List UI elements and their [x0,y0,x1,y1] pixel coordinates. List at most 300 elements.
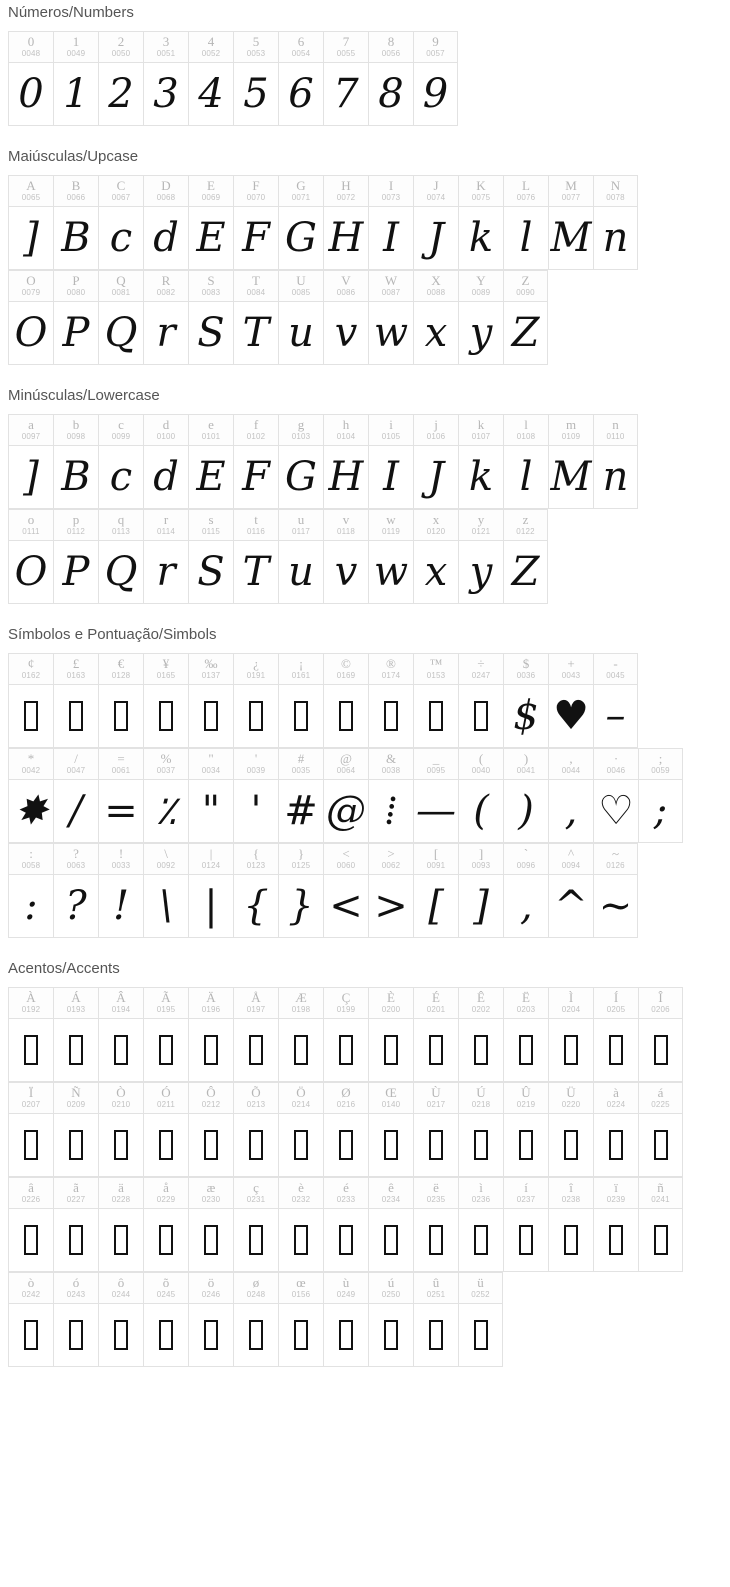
glyph-char-label: 0 [27,34,35,49]
glyph-cell[interactable] [143,843,188,938]
glyph-cell[interactable] [593,414,638,509]
glyph-cell[interactable] [413,1177,458,1272]
glyph-cell[interactable] [593,748,638,843]
glyph-cell[interactable] [8,1082,53,1177]
glyph-cell-header [189,749,233,780]
glyph-cell[interactable] [53,1272,98,1367]
glyph-cell[interactable] [8,509,53,604]
glyph-cell[interactable] [413,270,458,365]
glyph-cell[interactable] [458,509,503,604]
glyph-cell[interactable] [593,653,638,748]
glyph-cell[interactable] [503,843,548,938]
glyph-cell[interactable] [458,1272,503,1367]
missing-glyph-icon [294,1225,308,1255]
glyph-cell[interactable] [53,1177,98,1272]
glyph-cell[interactable] [53,1082,98,1177]
glyph-cell[interactable] [233,1082,278,1177]
glyph-code-label: 0236 [471,1195,491,1204]
glyph-code-label: 0128 [111,671,131,680]
glyph-cell[interactable] [323,270,368,365]
glyph-cell-header [639,1178,682,1209]
glyph-cell[interactable] [53,653,98,748]
glyph-preview-char: G [285,215,317,261]
glyph-cell[interactable] [143,987,188,1082]
glyph-char-label: 1 [72,34,80,49]
glyph-cell[interactable] [413,1082,458,1177]
glyph-cell[interactable] [323,1082,368,1177]
glyph-row [8,1082,730,1177]
glyph-cell-header [324,654,368,685]
glyph-cell[interactable] [143,509,188,604]
glyph-preview [549,1114,593,1176]
glyph-cell[interactable] [593,1177,638,1272]
glyph-cell[interactable] [98,987,143,1082]
glyph-char-label: · [613,751,619,766]
section-title: Números/Numbers [8,4,134,21]
missing-glyph-icon [564,1035,578,1065]
glyph-code-label: 0057 [426,49,445,58]
glyph-row [8,509,730,604]
glyph-preview [369,780,413,842]
glyph-cell-header [459,988,503,1019]
glyph-cell[interactable] [368,31,413,126]
glyph-cell[interactable] [503,270,548,365]
glyph-cell[interactable] [323,748,368,843]
glyph-cell[interactable] [8,175,53,270]
glyph-cell[interactable] [8,1177,53,1272]
glyph-preview-char: l [519,215,533,261]
glyph-cell[interactable] [413,748,458,843]
glyph-char-label: p [72,512,80,527]
glyph-cell[interactable] [233,1272,278,1367]
glyph-preview [234,207,278,269]
glyph-preview [504,780,548,842]
glyph-cell[interactable] [323,843,368,938]
glyph-cell[interactable] [458,653,503,748]
missing-glyph-icon [474,1320,488,1350]
glyph-cell[interactable] [503,1082,548,1177]
glyph-cell[interactable] [368,1177,413,1272]
missing-glyph-icon [294,1130,308,1160]
glyph-cell[interactable] [323,414,368,509]
glyph-cell[interactable] [368,843,413,938]
glyph-preview-char: ✸ [14,788,48,834]
glyph-code-label: 0082 [156,288,176,297]
glyph-cell[interactable] [233,509,278,604]
glyph-cell[interactable] [368,1082,413,1177]
glyph-cell[interactable] [458,1082,503,1177]
glyph-preview [549,875,593,937]
glyph-cell[interactable] [188,1272,233,1367]
glyph-cell[interactable] [53,175,98,270]
glyph-char-label: È [387,990,395,1005]
glyph-cell[interactable] [323,1177,368,1272]
glyph-cell-header [504,510,547,541]
glyph-cell[interactable] [368,653,413,748]
glyph-cell[interactable] [143,1177,188,1272]
missing-glyph-icon [204,1225,218,1255]
glyph-preview [414,207,458,269]
glyph-cell[interactable] [98,31,143,126]
glyph-code-label: 0035 [291,766,311,775]
glyph-cell[interactable] [503,748,548,843]
glyph-cell[interactable] [188,1082,233,1177]
glyph-cell[interactable] [458,748,503,843]
glyph-code-label: 0047 [66,766,86,775]
glyph-char-label: ' [254,751,258,766]
glyph-cell[interactable] [233,31,278,126]
glyph-cell-header [459,176,503,207]
glyph-cell[interactable] [413,414,458,509]
glyph-cell[interactable] [458,987,503,1082]
glyph-preview [279,63,323,125]
glyph-cell[interactable] [53,509,98,604]
glyph-cell[interactable] [278,1272,323,1367]
glyph-code-label: 0052 [201,49,221,58]
glyph-cell[interactable] [323,175,368,270]
glyph-char-label: Ú [476,1085,486,1100]
glyph-cell-header [54,654,98,685]
missing-glyph-icon [24,1130,38,1160]
glyph-code-label: 0067 [111,193,131,202]
glyph-char-label: £ [72,656,80,671]
glyph-preview [549,685,593,747]
glyph-cell[interactable] [593,843,638,938]
glyph-cell[interactable] [323,653,368,748]
glyph-cell[interactable] [278,175,323,270]
glyph-cell[interactable] [98,653,143,748]
glyph-cell-header [54,271,98,302]
glyph-cell[interactable] [368,175,413,270]
glyph-char-label: ù [342,1275,350,1290]
glyph-cell[interactable] [53,414,98,509]
glyph-char-label: A [26,178,36,193]
glyph-cell[interactable] [323,987,368,1082]
glyph-cell[interactable] [233,987,278,1082]
glyph-cell[interactable] [278,1082,323,1177]
missing-glyph-icon [564,1225,578,1255]
glyph-char-label: ú [387,1275,395,1290]
glyph-cell[interactable] [503,414,548,509]
glyph-cell[interactable] [278,987,323,1082]
glyph-cell-header [279,415,323,446]
glyph-code-label: 0218 [471,1100,491,1109]
glyph-cell-header [549,1083,593,1114]
glyph-cell[interactable] [548,748,593,843]
glyph-cell[interactable] [233,748,278,843]
glyph-cell[interactable] [8,414,53,509]
glyph-cell[interactable] [233,1177,278,1272]
glyph-preview-char: v [334,549,358,595]
glyph-char-label: à [613,1085,619,1100]
glyph-cell[interactable] [548,1082,593,1177]
glyph-code-label: 0034 [201,766,221,775]
glyph-cell[interactable] [368,270,413,365]
glyph-cell[interactable] [8,987,53,1082]
glyph-preview-char: 0 [18,71,44,117]
glyph-cell[interactable] [548,653,593,748]
glyph-row [8,653,730,748]
glyph-char-label: ÷ [477,656,485,671]
glyph-cell[interactable] [143,1082,188,1177]
glyph-char-label: n [612,417,619,432]
missing-glyph-icon [114,1225,128,1255]
glyph-preview [99,541,143,603]
glyph-cell[interactable] [458,843,503,938]
glyph-cell[interactable] [503,653,548,748]
glyph-cell[interactable] [8,843,53,938]
glyph-cell[interactable] [413,653,458,748]
glyph-cell[interactable] [98,270,143,365]
glyph-cell[interactable] [638,987,683,1082]
glyph-cell[interactable] [503,987,548,1082]
glyph-code-label: 0114 [156,527,175,536]
glyph-cell[interactable] [368,748,413,843]
glyph-cell[interactable] [143,414,188,509]
glyph-cell[interactable] [188,653,233,748]
glyph-cell[interactable] [278,414,323,509]
glyph-preview [414,1304,458,1366]
glyph-cell[interactable] [143,31,188,126]
glyph-cell[interactable] [98,1082,143,1177]
glyph-cell[interactable] [548,1177,593,1272]
glyph-cell[interactable] [278,509,323,604]
glyph-preview-char: ' [250,788,262,834]
glyph-cell[interactable] [188,748,233,843]
glyph-cell-header [504,415,548,446]
glyph-cell[interactable] [413,175,458,270]
glyph-cell[interactable] [278,31,323,126]
glyph-char-label: ® [386,656,396,671]
glyph-cell[interactable] [53,748,98,843]
glyph-preview [279,1304,323,1366]
glyph-char-label: [ [433,846,439,861]
glyph-preview [414,1209,458,1271]
glyph-cell[interactable] [458,175,503,270]
glyph-preview [189,1304,233,1366]
glyph-code-label: 0198 [291,1005,311,1014]
glyph-cell[interactable] [53,987,98,1082]
glyph-code-label: 0074 [426,193,446,202]
glyph-section [0,626,730,938]
glyph-cell[interactable] [413,843,458,938]
glyph-cell[interactable] [413,509,458,604]
glyph-cell[interactable] [593,1082,638,1177]
glyph-cell[interactable] [233,175,278,270]
glyph-preview [234,685,278,747]
glyph-preview-char: ٪ [155,788,177,834]
glyph-code-label: 0086 [336,288,356,297]
glyph-code-label: 0102 [246,432,266,441]
glyph-preview-char: } [288,883,314,929]
glyph-code-label: 0161 [291,671,311,680]
glyph-cell[interactable] [278,1177,323,1272]
glyph-cell[interactable] [143,175,188,270]
glyph-cell[interactable] [98,1177,143,1272]
glyph-cell-header [234,510,278,541]
glyph-cell[interactable] [233,653,278,748]
missing-glyph-icon [114,1320,128,1350]
glyph-code-label: 0224 [606,1100,626,1109]
glyph-cell[interactable] [278,653,323,748]
glyph-char-label: Ä [206,990,216,1005]
glyph-cell[interactable] [503,175,548,270]
glyph-preview-char: 3 [153,71,179,117]
glyph-preview [144,1114,188,1176]
glyph-cell-header [279,1178,323,1209]
glyph-preview-char: ; [653,788,668,834]
glyph-char-label: R [161,273,171,288]
glyph-code-label: 0088 [426,288,446,297]
glyph-preview [459,541,503,603]
glyph-cell-header [504,176,548,207]
glyph-preview [414,302,458,364]
glyph-cell[interactable] [278,270,323,365]
glyph-char-label: í [524,1180,528,1195]
glyph-cell[interactable] [548,414,593,509]
glyph-cell[interactable] [53,270,98,365]
glyph-preview [54,780,98,842]
glyph-preview [189,1019,233,1081]
glyph-char-label: k [477,417,485,432]
glyph-char-label: ì [479,1180,483,1195]
glyph-cell[interactable] [368,987,413,1082]
glyph-cell[interactable] [593,987,638,1082]
glyph-cell[interactable] [503,1177,548,1272]
glyph-preview [9,1304,53,1366]
glyph-char-label: ô [117,1275,125,1290]
glyph-cell[interactable] [368,509,413,604]
glyph-preview [459,302,503,364]
glyph-cell[interactable] [413,987,458,1082]
glyph-cell[interactable] [188,843,233,938]
glyph-cell[interactable] [323,31,368,126]
glyph-cell[interactable] [548,987,593,1082]
glyph-code-label: 0233 [336,1195,356,1204]
glyph-preview [414,875,458,937]
glyph-preview-char: v [334,310,358,356]
glyph-code-label: 0043 [561,671,581,680]
glyph-code-label: 0085 [291,288,311,297]
glyph-preview [324,1114,368,1176]
glyph-cell[interactable] [98,509,143,604]
glyph-cell[interactable] [98,748,143,843]
glyph-code-label: 0055 [336,49,356,58]
glyph-cell-header [99,654,143,685]
glyph-cell[interactable] [53,843,98,938]
glyph-char-label: ¡ [298,656,304,671]
glyph-cell[interactable] [188,509,233,604]
glyph-preview-char: P [62,549,90,595]
glyph-code-label: 0163 [66,671,86,680]
glyph-cell[interactable] [188,31,233,126]
glyph-cell[interactable] [503,509,548,604]
glyph-cell[interactable] [8,270,53,365]
glyph-cell[interactable] [8,653,53,748]
glyph-cell[interactable] [638,1082,683,1177]
glyph-cell[interactable] [98,414,143,509]
glyph-code-label: 0066 [66,193,86,202]
glyph-code-label: 0211 [156,1100,175,1109]
glyph-preview [279,1114,323,1176]
glyph-cell-header [9,654,53,685]
glyph-cell[interactable] [368,414,413,509]
glyph-cell[interactable] [188,1177,233,1272]
glyph-cell[interactable] [368,1272,413,1367]
glyph-cell[interactable] [458,270,503,365]
glyph-cell[interactable] [458,1177,503,1272]
glyph-code-label: 0097 [21,432,41,441]
glyph-cell[interactable] [548,175,593,270]
glyph-cell-header [189,1273,233,1304]
glyph-cell[interactable] [143,270,188,365]
glyph-preview-char: y [469,310,493,356]
glyph-preview [99,63,143,125]
glyph-preview-char: – [605,693,626,739]
glyph-cell[interactable] [188,270,233,365]
glyph-cell[interactable] [413,31,458,126]
glyph-cell[interactable] [638,748,683,843]
glyph-cell-header [324,1178,368,1209]
glyph-cell[interactable] [233,843,278,938]
glyph-preview [549,446,593,508]
glyph-cell[interactable] [278,748,323,843]
glyph-cell[interactable] [143,653,188,748]
glyph-code-label: 0084 [246,288,266,297]
glyph-cell[interactable] [98,843,143,938]
glyph-char-label: ) [523,751,529,766]
glyph-char-label: 5 [252,34,260,49]
glyph-cell-header [324,271,368,302]
glyph-cell[interactable] [233,414,278,509]
glyph-char-label: u [297,512,305,527]
glyph-cell[interactable] [143,1272,188,1367]
missing-glyph-icon [69,1320,83,1350]
missing-glyph-icon [339,1035,353,1065]
glyph-cell[interactable] [188,414,233,509]
glyph-cell[interactable] [233,270,278,365]
glyph-cell[interactable] [638,1177,683,1272]
glyph-cell[interactable] [188,175,233,270]
glyph-cell[interactable] [548,843,593,938]
glyph-code-label: 0089 [471,288,491,297]
glyph-cell[interactable] [98,175,143,270]
glyph-cell[interactable] [413,1272,458,1367]
glyph-code-label: 0091 [426,861,446,870]
glyph-cell[interactable] [8,31,53,126]
glyph-char-label: d [162,417,170,432]
glyph-cell-header [414,510,458,541]
glyph-char-label: Œ [385,1085,397,1100]
glyph-preview [279,685,323,747]
glyph-preview-char: 6 [288,71,314,117]
glyph-cell[interactable] [53,31,98,126]
glyph-preview [459,446,503,508]
glyph-cell[interactable] [323,509,368,604]
glyph-cell[interactable] [278,843,323,938]
glyph-cell[interactable] [593,175,638,270]
glyph-cell[interactable] [458,414,503,509]
glyph-cell[interactable] [323,1272,368,1367]
glyph-cell[interactable] [188,987,233,1082]
glyph-cell[interactable] [8,748,53,843]
glyph-char-label: æ [206,1180,216,1195]
glyph-preview [594,446,637,508]
glyph-cell[interactable] [8,1272,53,1367]
glyph-cell[interactable] [98,1272,143,1367]
glyph-cell[interactable] [143,748,188,843]
glyph-char-label: ( [478,751,484,766]
